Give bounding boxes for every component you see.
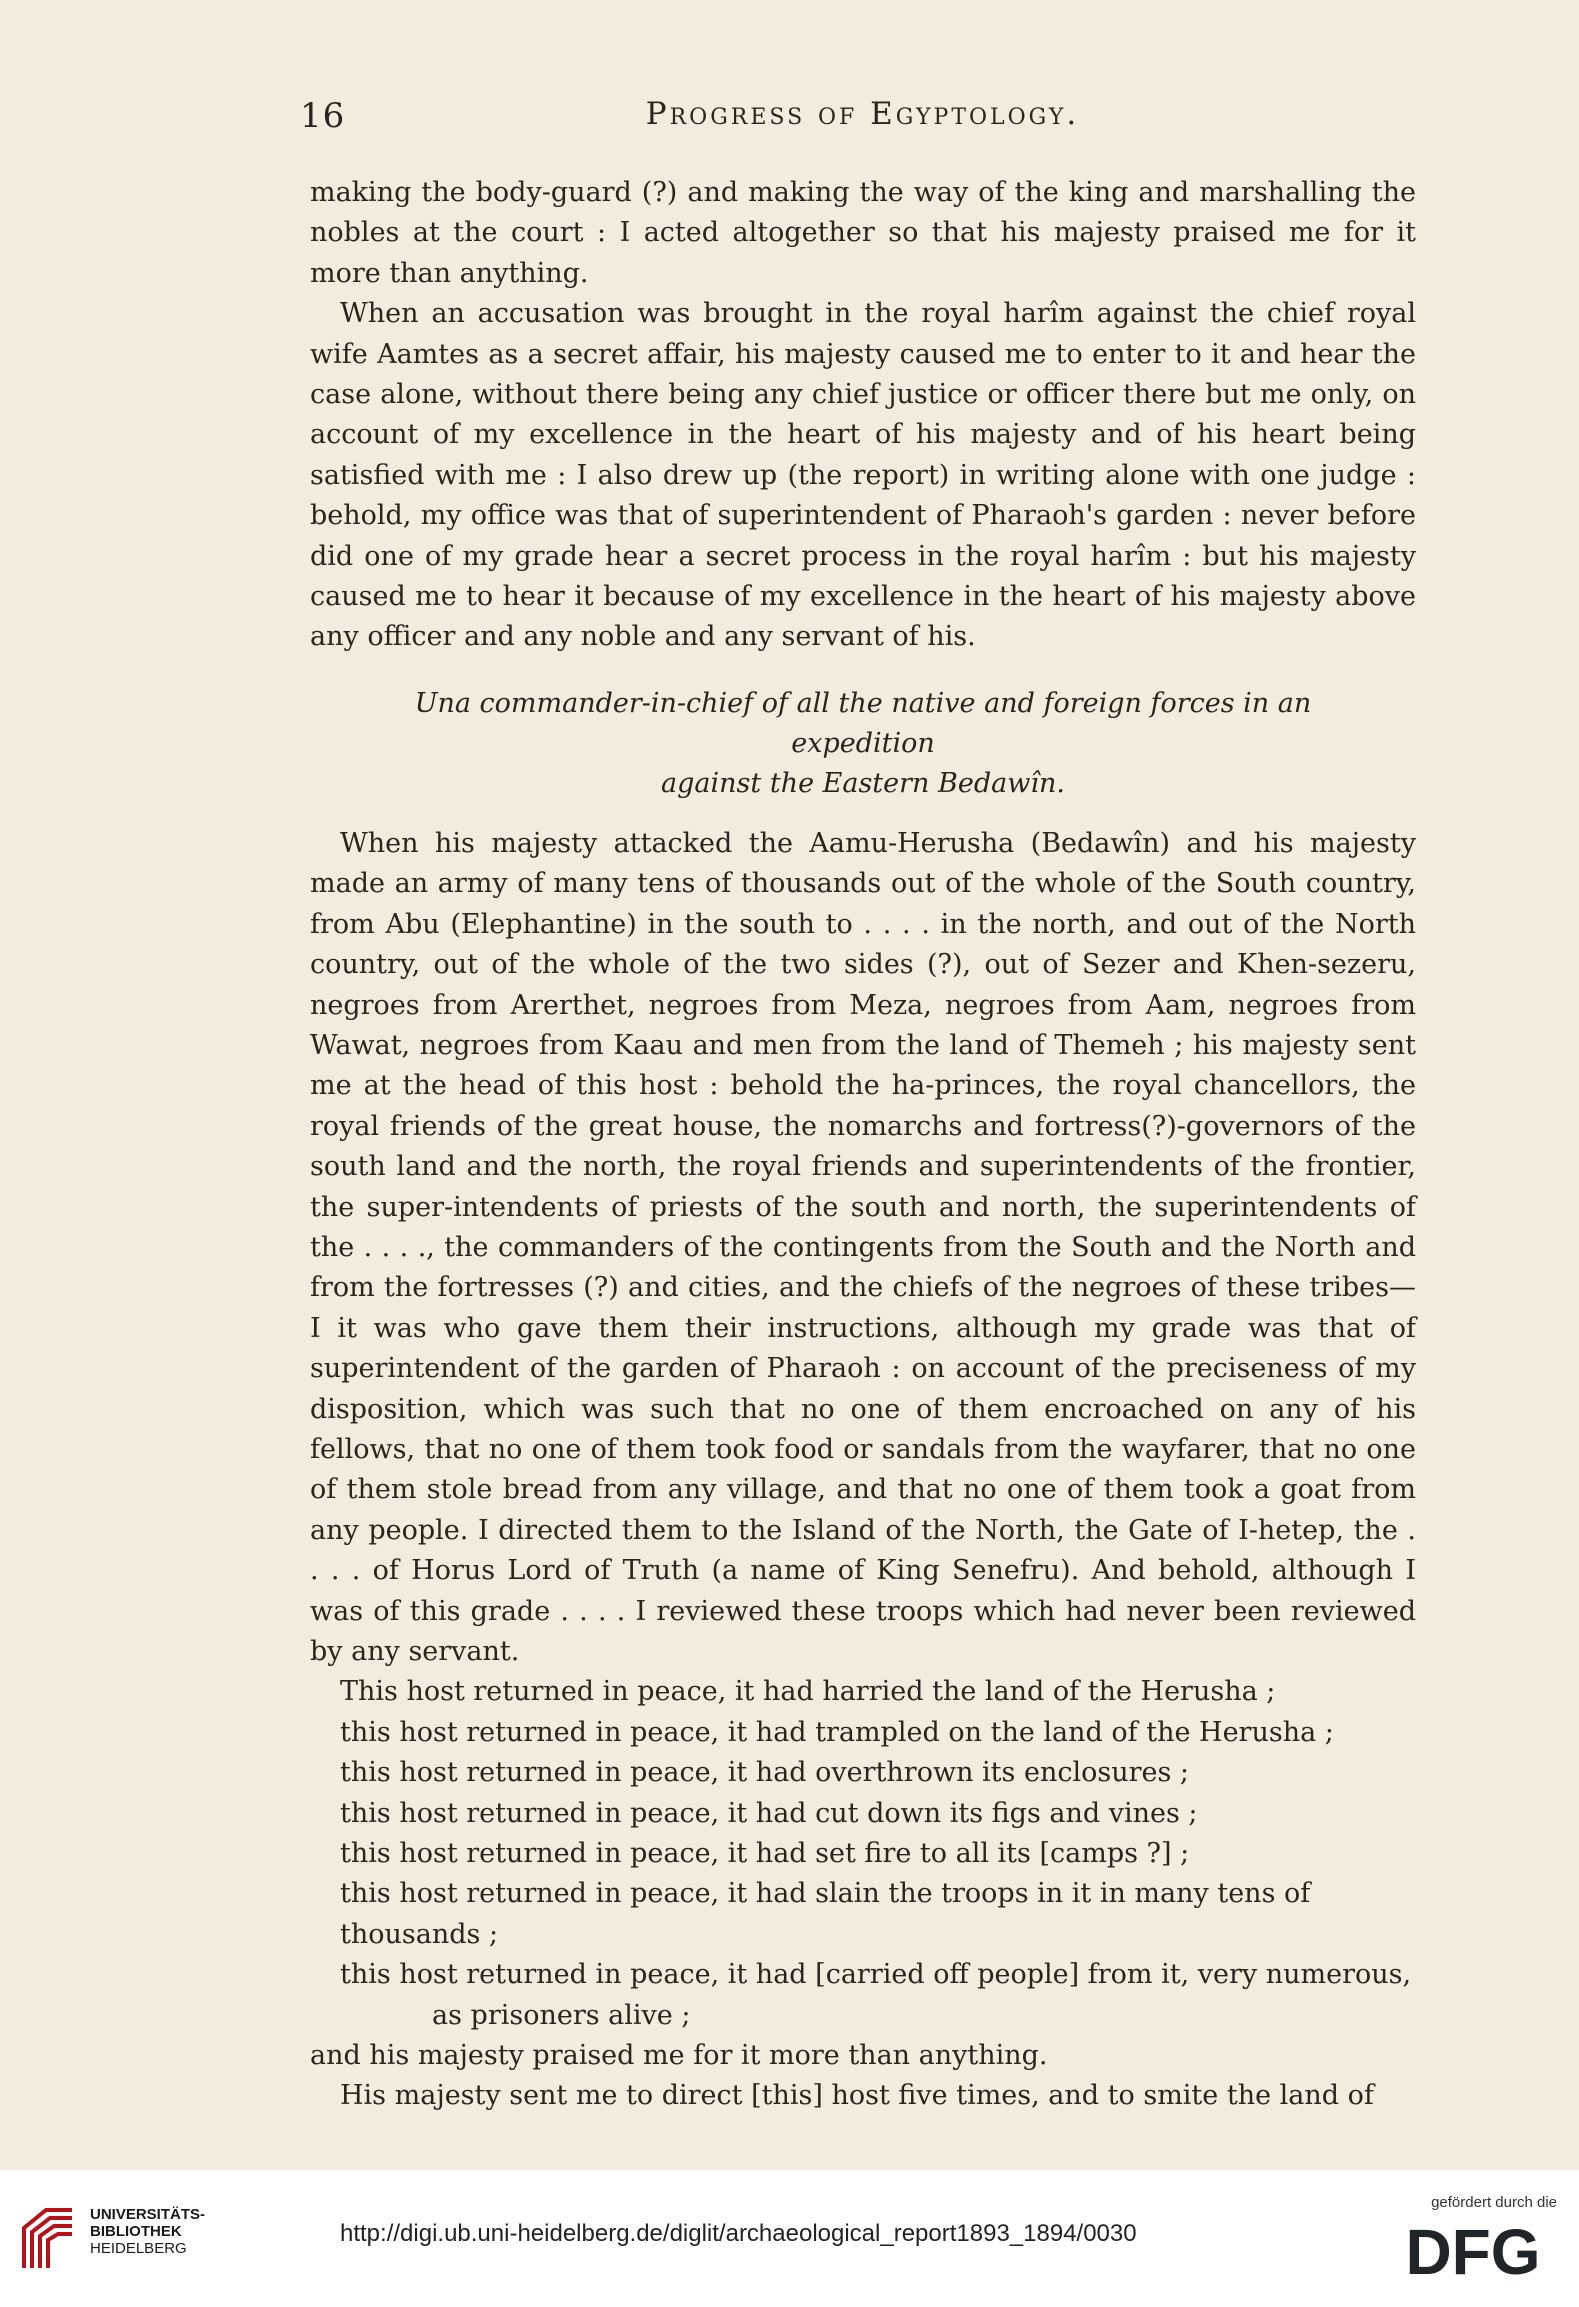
running-title: Progress of Egyptology. <box>645 96 1080 132</box>
section-heading-line-1: Una commander-in-chief of all the native and foreign forces in an expedition <box>414 687 1312 759</box>
paragraph-2: When an accusation was brought in the royal harîm against the chief royal wife Aamtes as a secret affair, his majesty caused me to enter to it and hear the case alone, without there being any chief justice or officer there but me only, on account of my excellence in the heart of his majesty and of his heart being satisfied with me : I also drew up (the report) in writing alone with one judge : behold, my office was that of superintendent of Pharaoh's garden : never before did one of my grade hear a secret process in the royal harîm : but his majesty caused me to hear it because of my excellence in the heart of his majesty above any officer and any noble and any servant of his. <box>310 298 1416 653</box>
university-library-logo-icon <box>16 2202 80 2274</box>
verse-line: this host returned in peace, it had cut down its figs and vines ; <box>340 1797 1198 1829</box>
verse-line: this host returned in peace, it had [carried off people] from it, very numerous, <box>340 1959 1412 1991</box>
dfg-logo <box>1389 2220 1557 2282</box>
paragraph-1: making the body-guard (?) and making the way of the king and marshalling the nobles at the court : I acted altogether so that his majesty praised me for it more than anything. <box>310 177 1416 289</box>
funded-by-label: gefördert durch die <box>1431 2194 1557 2211</box>
library-name-line-3: HEIDELBERG <box>90 2240 187 2257</box>
verse-line: this host returned in peace, it had overthrown its enclosures ; <box>340 1757 1190 1789</box>
verse-line: this host returned in peace, it had set fire to all its [camps ?] ; <box>340 1838 1190 1870</box>
closing-line: and his majesty praised me for it more than anything. <box>310 2040 1048 2072</box>
paragraph-3: When his majesty attacked the Aamu-Herusha (Bedawîn) and his majesty made an army of many tens of thousands out of the whole of the South country, from Abu (Elephantine) in the south to . . . . in the north, and out of the North country, out of the whole of the two sides (?), out of Sezer and Khen-sezeru, negroes from Arerthet, negroes from Meza, negroes from Aam, negroes from Wawat, negroes from Kaau and men from the land of Themeh ; his majesty sent me at the head of this host : behold the ha-princes, the royal chancellors, the royal friends of the great house, the nomarchs and fortress(?)-governors of the south land and the north, the royal friends and superintendents of the frontier, the super-intendents of priests of the south and north, the superintendents of the . . . ., the commanders of the contingents from the South and the North and from the fortresses (?) and cities, and the chiefs of the negroes of these tribes—I it was who gave them their instructions, although my grade was that of superintendent of the garden of Pharaoh : on account of the preciseness of my disposition, which was such that no one of them encroached on any of his fellows, that no one of them took food or sandals from the wayfarer, that no one of them stole bread from any village, and that no one of them took a goat from any people. I directed them to the Island of the North, the Gate of I-hetep, the . . . . of Horus Lord of Truth (a name of King Senefru). And behold, although I was of this grade . . . . I reviewed these troops which had never been reviewed by any servant. <box>310 827 1416 1667</box>
dfg-logo-text: DFG <box>1405 2220 1541 2282</box>
verse-line: This host returned in peace, it had harried the land of the Herusha ; <box>340 1676 1276 1708</box>
library-name <box>90 2206 205 2257</box>
page-number: 16 <box>300 96 346 136</box>
section-heading-line-2: against the Eastern Bedawîn. <box>661 767 1065 799</box>
verse-line: this host returned in peace, it had trampled on the land of the Herusha ; <box>340 1716 1334 1748</box>
victory-verse <box>310 1672 1416 2036</box>
page-header <box>300 96 1425 146</box>
source-url-link[interactable]: http://digi.ub.uni-heidelberg.de/diglit/archaeological_report1893_1894/0030 <box>340 2220 1137 2247</box>
library-name-line-2: BIBLIOTHEK <box>90 2223 182 2240</box>
digitization-footer <box>0 2170 1579 2307</box>
verse-continuation: as prisoners alive ; <box>432 1999 691 2031</box>
body-text <box>310 173 1416 2117</box>
section-heading <box>350 684 1376 804</box>
verse-line: this host returned in peace, it had slain the troops in it in many tens of thousands ; <box>340 1878 1311 1950</box>
final-paragraph: His majesty sent me to direct [this] host five times, and to smite the land of <box>340 2080 1374 2112</box>
library-name-line-1: UNIVERSITÄTS- <box>90 2206 206 2223</box>
